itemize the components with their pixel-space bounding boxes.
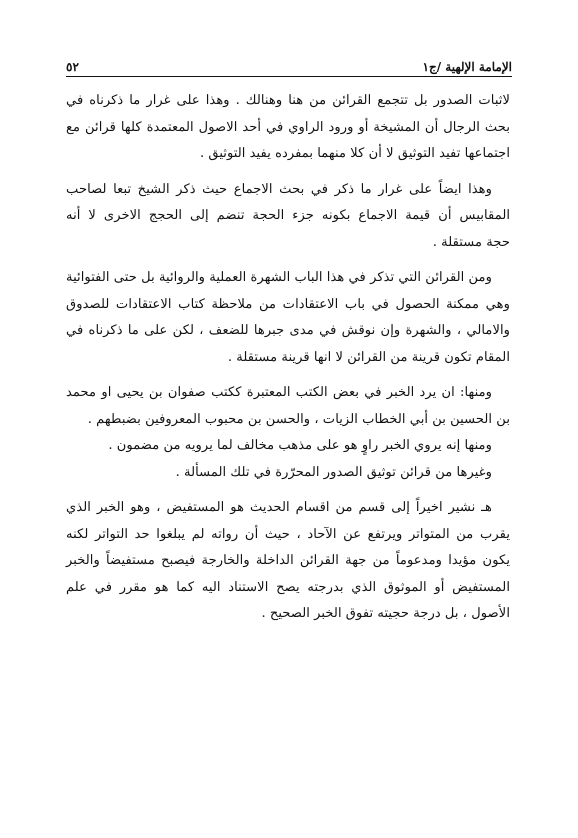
paragraph-7: [66, 495, 510, 628]
running-title: الإمامة الإلهية /ج١: [422, 60, 512, 74]
text-line: اجتماعها تفيد التوثيق لا أن كلا منهما بمفرده يفيد التوثيق .: [199, 146, 510, 161]
page-number: ٥٢: [66, 60, 79, 74]
text-line: يقرب من المتواتر ويرتفع عن الآحاد ، حيث أن رواته لم يبلغوا حد التواتر لكنه: [66, 526, 510, 542]
text-line: المستفيض أو الموثوق الذي بدرجته يصح الاستناد اليه كما هو مقرر في علم: [66, 579, 510, 595]
paragraph-3: [66, 265, 510, 371]
paragraph-5: [66, 433, 510, 460]
text-line: بحث الرجال أن المشيخة أو ورود الراوي في أحد الاصول المعتمدة كلها قرائن مع: [66, 119, 510, 135]
header-rule: [66, 76, 512, 77]
text-line: وغيرها من قرائن توثيق الصدور المحرّرة في تلك المسألة .: [175, 464, 492, 480]
text-line: ومن القرائن التي تذكر في هذا الباب الشهرة العملية والروائية بل حتى الفتوائية: [66, 270, 492, 285]
paragraph-1: [66, 88, 510, 168]
text-line: بن الحسين بن أبي الخطاب الزيات ، والحسن بن محبوب المعروفين بضبطهم .: [87, 411, 510, 427]
text-line: لاثبات الصدور بل تتجمع القرائن من هنا وهنالك . وهذا على غرار ما ذكرناه في: [66, 93, 510, 108]
text-line: المقام تكون قرينة من القرائن لا انها قرينة مستقلة .: [227, 349, 510, 365]
text-line: يكون مؤيدا ومدعوماً من جهة القرائن الداخلة والخارجة فيصبح مستفيضاً والخبر: [66, 553, 510, 568]
text-line: ومنها: ان يرد الخبر في بعض الكتب المعتبرة ككتب صفوان بن يحيى او محمد: [66, 385, 492, 400]
paragraph-2: [66, 177, 510, 257]
text-line: المقابيس أن قيمة الاجماع بكونه جزء الحجة تنضم إلى الحجج الاخرى لا أنه: [66, 208, 510, 223]
text-line: الأصول ، بل درجة حجيته تفوق الخبر الصحيح .: [261, 606, 510, 621]
text-line: ومنها إنه يروي الخبر راوٍ هو على مذهب مخالف لما يرويه من مضمون .: [108, 438, 492, 453]
text-line: حجة مستقلة .: [432, 234, 510, 250]
paragraph-4: [66, 380, 510, 433]
body-text: [66, 88, 510, 637]
text-line: وهذا ايضاً على غرار ما ذكر في بحث الاجماع حيث ذكر الشيخ تبعا لصاحب: [66, 181, 492, 197]
text-line: وهي ممكنة الحصول في باب الاعتقادات من ملاحظة كتاب الاعتقادات للصدوق: [66, 296, 510, 312]
text-line: والامالي ، والشهرة وإن نوقش في مدى جبرها للضعف ، لكن على ما ذكرناه في: [66, 323, 510, 338]
text-line: هـ نشير اخيراً إلى قسم من اقسام الحديث هو المستفيض ، وهو الخبر الذي: [66, 500, 492, 515]
paragraph-6: [66, 460, 510, 487]
page-header: [66, 52, 512, 74]
